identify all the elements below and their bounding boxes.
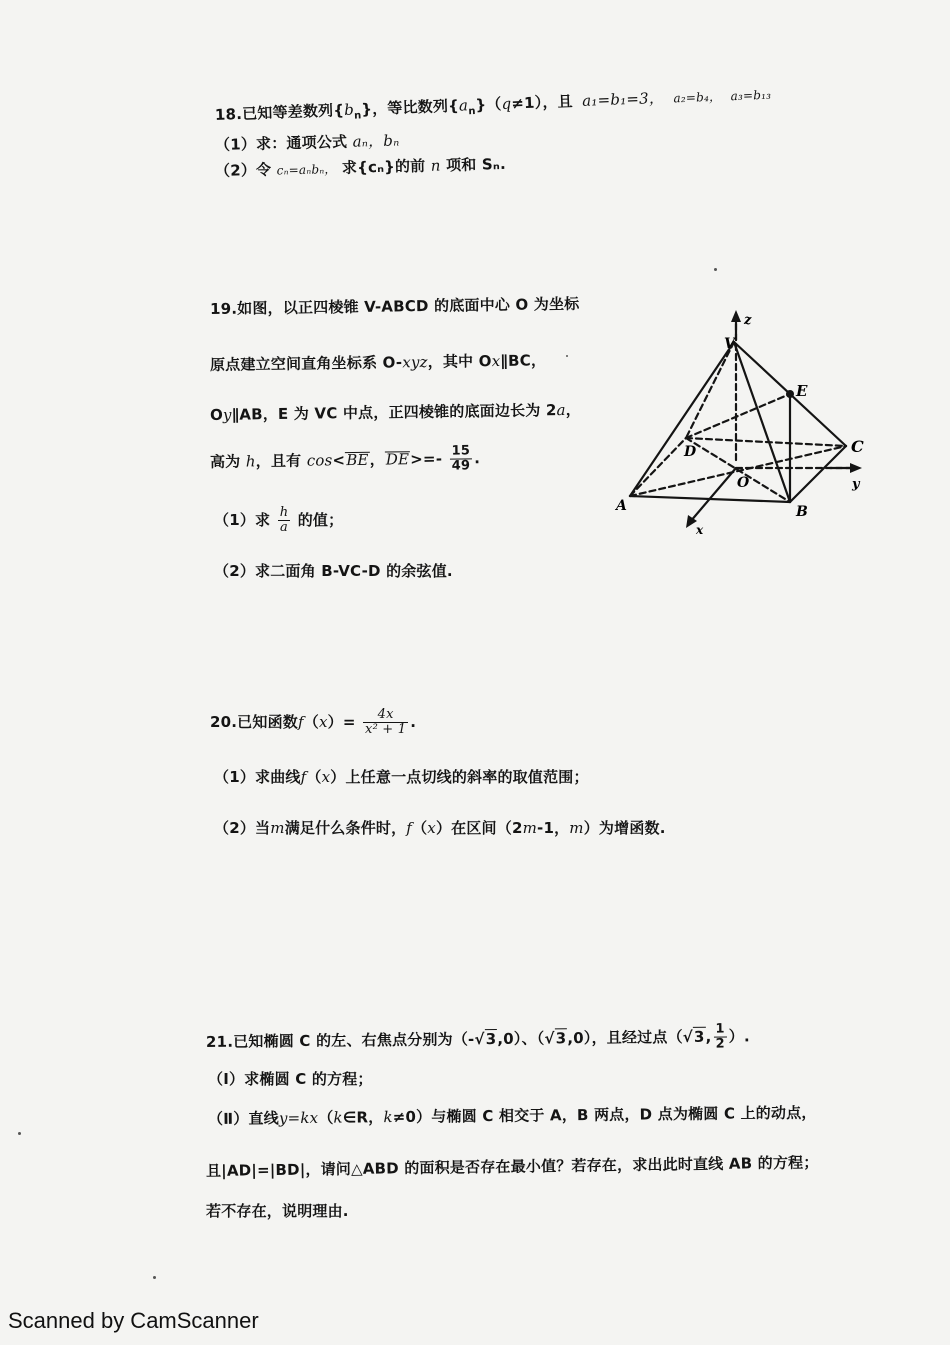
q21-text: （Ⅰ）求椭圆 C 的方程； [208, 1070, 373, 1088]
label-e: E [796, 382, 808, 400]
edge-bc [790, 446, 846, 502]
scan-speck [714, 268, 717, 271]
q19-h-over-a [278, 506, 291, 535]
q21-fraction [713, 1023, 727, 1052]
q20-var: m [569, 819, 584, 837]
q19-text: ， [369, 450, 385, 469]
q19-text: 的值； [297, 511, 344, 529]
fraction-numerator: h [279, 505, 289, 520]
q21-stem [206, 1022, 750, 1057]
q18-sub: n [353, 110, 362, 122]
q20-text: ）为增函数. [583, 819, 666, 837]
q21-text: ,0），且经过点（ [567, 1028, 683, 1048]
q19-var: y [222, 405, 232, 424]
q19-text: （2）求二面角 B-VC-D 的余弦值. [214, 562, 453, 580]
q20-text: （ [306, 768, 322, 786]
q21-text: 若不存在，说明理由. [206, 1202, 349, 1220]
q18-text: }（ [475, 94, 502, 114]
edge-ad [630, 438, 686, 496]
point-e [786, 390, 794, 398]
scanner-watermark: Scanned by CamScanner [8, 1308, 259, 1333]
q19-part1 [214, 506, 343, 535]
scan-speck [153, 1276, 156, 1279]
q18-var: aₙ，bₙ [352, 131, 400, 151]
q19-var: a [556, 401, 566, 420]
q20-text: ）= [327, 713, 356, 731]
edge-va [630, 342, 734, 496]
q20-var: f [406, 819, 413, 837]
y-arrow-icon [850, 463, 862, 473]
q20-text: 满足什么条件时， [284, 819, 407, 837]
q19-text: ∥AB，E 为 VC 中点，正四棱锥的底面边长为 2 [231, 401, 557, 424]
q19-cos: cos [306, 451, 333, 470]
diagonal-bd [686, 438, 790, 502]
q18-text: （2）令 [214, 160, 272, 180]
label-z: z [744, 313, 752, 328]
q21-line3 [206, 1151, 819, 1181]
q21-text: ∈R， [342, 1108, 384, 1127]
q21-part2 [208, 1102, 817, 1129]
q21-text: 且|AD|=|BD|，请问△ABD 的面积是否存在最小值？若存在，求出此时直线 AB 的方程； [205, 1153, 819, 1180]
vector-be: BE [346, 450, 369, 470]
q20-text: （ [412, 819, 428, 837]
q19-text: 原点建立空间直角坐标系 O- [209, 353, 403, 374]
fraction-numerator: 4x [363, 708, 408, 723]
fraction-numerator: 15 [449, 444, 472, 459]
q18-part2 [215, 153, 506, 181]
radicand: 3 [485, 1029, 497, 1049]
q18-cond: a₃=b₁₃ [730, 87, 772, 104]
q21-text: （ [318, 1108, 334, 1127]
q21-var: k [333, 1108, 343, 1127]
q20-var: m [522, 819, 538, 837]
q20-var: x [318, 713, 328, 731]
q20-var: f [297, 713, 304, 731]
q19-text: ，其中 O [427, 352, 492, 371]
q18-cond: a₂=b₄， [673, 89, 722, 106]
label-o: O [737, 475, 750, 491]
q20-text: ）在区间（2 [435, 819, 523, 837]
radicand: 3 [693, 1027, 705, 1046]
q21-text: , [705, 1027, 712, 1046]
q19-text: ， [565, 400, 582, 420]
q19-text: >=- [410, 449, 443, 469]
q18-text: 求{cₙ}的前 [341, 156, 426, 177]
q18-text: 项和 Sₙ. [445, 154, 507, 175]
q19-text: （1）求 [214, 511, 271, 529]
q20-text: ）上任意一点切线的斜率的取值范围； [330, 768, 589, 786]
q20-text: -1， [537, 819, 570, 837]
label-y: y [852, 477, 860, 492]
q20-var: x [427, 819, 436, 837]
q19-text: 19.如图，以正四棱锥 V-ABCD 的底面中心 O 为坐标 [209, 294, 580, 318]
q19-part2 [214, 560, 453, 581]
q19-var: h [245, 452, 256, 471]
fraction-numerator: 1 [713, 1023, 726, 1038]
q18-var: a [458, 96, 469, 115]
q19-var: xyz [402, 352, 428, 372]
label-d: D [684, 444, 697, 460]
q18-text: （1）求：通项公式 [214, 132, 348, 154]
q18-var: q [501, 94, 512, 113]
scan-speck [566, 355, 568, 357]
fraction-denominator: 49 [451, 458, 471, 474]
q18-text: 18.已知等差数列{ [214, 101, 345, 124]
q19-line3 [210, 399, 581, 425]
segment-de [686, 394, 790, 438]
q18-cond: a₁=b₁=3， [581, 88, 665, 110]
q20-text: . [410, 713, 417, 731]
q18-var: b [343, 100, 355, 120]
label-a: A [616, 498, 627, 514]
q20-fraction [363, 708, 408, 737]
q19-line2 [210, 349, 546, 375]
q21-var: y=kx [278, 1108, 319, 1128]
q20-text: 20.已知函数 [210, 713, 298, 731]
z-arrow-icon [731, 310, 741, 322]
fraction-denominator: a [280, 520, 288, 535]
sqrt-3: √3 [474, 1029, 497, 1049]
fraction-denominator: 2 [715, 1036, 725, 1052]
vector-de: DE [385, 450, 410, 469]
q20-text: （ [303, 713, 319, 731]
q21-text: 21.已知椭圆 C 的左、右焦点分别为（- [205, 1030, 475, 1051]
q20-part2 [214, 817, 666, 838]
q19-text: ，且有 [255, 451, 302, 471]
q20-part1 [214, 766, 589, 787]
q20-var: x [321, 768, 331, 786]
q21-line4 [206, 1200, 349, 1221]
q19-text: < [332, 451, 346, 470]
q20-text: （2）当 [214, 819, 271, 837]
edge-dc [686, 438, 846, 446]
q19-text: ∥BC， [500, 351, 547, 370]
pyramid-figure [600, 300, 880, 540]
q19-var: x [491, 351, 501, 371]
sqrt-3: √3 [544, 1029, 567, 1048]
label-x: x [696, 523, 704, 537]
label-b: B [796, 504, 808, 520]
q20-stem [210, 708, 416, 737]
q21-part1 [208, 1068, 373, 1089]
q20-var: m [270, 819, 285, 837]
q20-var: f [300, 768, 307, 786]
sqrt-3: √3 [682, 1027, 705, 1047]
q21-text: ,0）、（ [497, 1029, 545, 1048]
radicand: 3 [555, 1029, 567, 1048]
q20-text: （1）求曲线 [214, 768, 301, 786]
q18-text: }，等比数列{ [360, 96, 460, 119]
q18-var: cₙ=aₙbₙ， [276, 162, 337, 178]
q19-line1 [210, 293, 580, 319]
q18-text: ≠1），且 [510, 92, 574, 113]
q19-text: 高为 [209, 452, 241, 471]
q18-sub: n [468, 105, 476, 118]
fraction-denominator: x² + 1 [365, 722, 407, 737]
q18-stem [215, 83, 772, 127]
label-c: C [851, 437, 864, 456]
q19-line4 [210, 444, 480, 477]
label-v: V [724, 336, 735, 352]
q21-var: k [383, 1108, 393, 1127]
q21-text: ≠0）与椭圆 C 相交于 A，B 两点，D 点为椭圆 C 上的动点， [392, 1103, 817, 1127]
q19-text: O [209, 405, 224, 424]
scan-speck [18, 1132, 21, 1135]
edge-vd [686, 342, 734, 438]
q19-fraction [449, 444, 472, 473]
q21-text: ）. [728, 1027, 750, 1046]
q21-text: （Ⅱ）直线 [207, 1109, 279, 1128]
q18-var: n [430, 156, 441, 175]
q19-text: . [473, 449, 481, 468]
q18-part1 [215, 129, 400, 154]
